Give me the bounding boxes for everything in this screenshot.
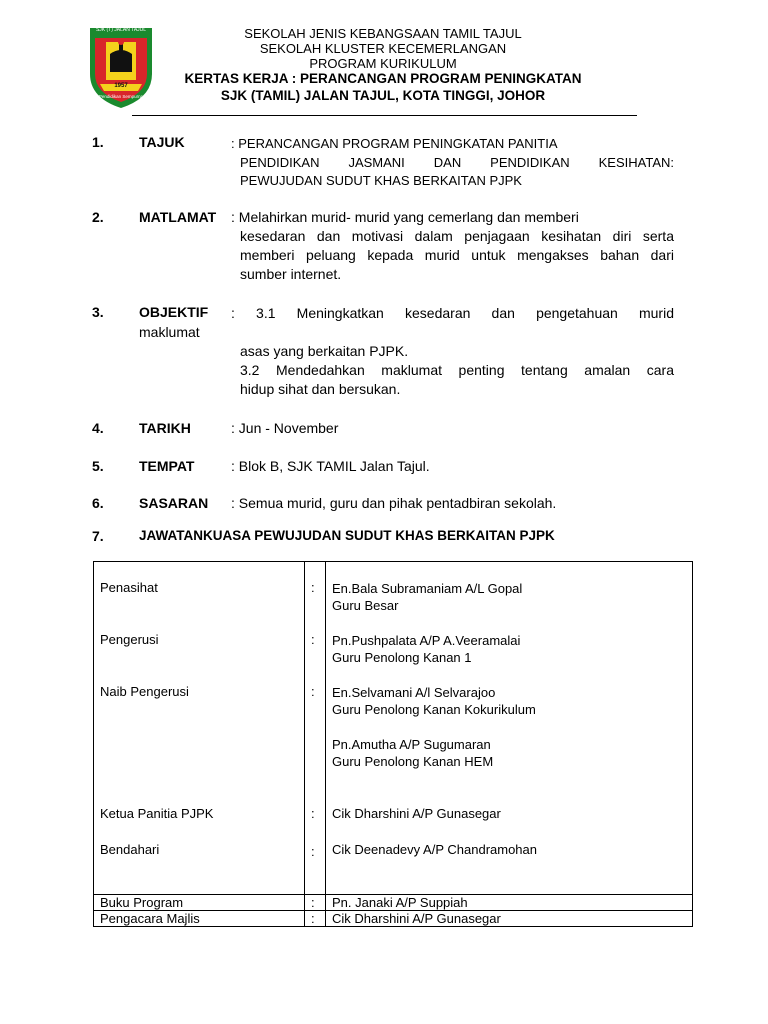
section-4-key: TARIKH [139, 420, 191, 436]
section-1-line: PENDIDIKAN JASMANI DAN PENDIDIKAN KESIHATAN: [240, 155, 674, 170]
header-title: KERTAS KERJA : PERANCANGAN PROGRAM PENINGKATAN [184, 71, 582, 86]
member-title: Guru Penolong Kanan 1 [332, 650, 472, 665]
table-row [94, 562, 693, 633]
role-label: Pengacara Majlis [100, 911, 200, 926]
table-row [94, 842, 693, 895]
section-2-line: kesedaran dan motivasi dalam penjagaan kesihatan diri serta [240, 228, 674, 244]
section-4-value: : Jun - November [231, 420, 339, 436]
section-3-line: 3.2 Mendedahkan maklumat penting tentang amalan cara [240, 362, 674, 378]
section-4-number: 4. [92, 420, 104, 436]
role-cell [94, 895, 305, 911]
role-cell [94, 632, 305, 684]
section-1-number: 1. [92, 134, 104, 150]
section-3-line: maklumat [139, 324, 200, 340]
section-3-line: asas yang berkaitan PJPK. [240, 343, 409, 359]
colon: : [311, 844, 315, 859]
name-cell [326, 842, 693, 895]
colon-cell [305, 632, 326, 684]
member-name: Cik Dharshini A/P Gunasegar [332, 806, 501, 821]
section-2-key: MATLAMAT [139, 209, 217, 225]
colon-cell [305, 895, 326, 911]
section-2-line: memberi peluang kepada murid untuk mengakses bahan dari [240, 247, 674, 263]
name-cell [326, 806, 693, 842]
colon: : [311, 580, 315, 595]
colon-cell [305, 562, 326, 633]
member-title: Guru Penolong Kanan Kokurikulum [332, 702, 536, 717]
colon: : [311, 806, 315, 821]
member-name: Pn. Janaki A/P Suppiah [332, 895, 468, 910]
member-name: En.Bala Subramaniam A/L Gopal [332, 581, 523, 596]
header-divider [132, 115, 637, 116]
committee-table [93, 561, 693, 927]
section-1-key: TAJUK [139, 134, 185, 150]
colon-cell [305, 911, 326, 927]
name-cell [326, 895, 693, 911]
colon-cell [305, 806, 326, 842]
role-label: Pengerusi [100, 632, 159, 647]
logo-year: 1957 [114, 83, 128, 89]
name-cell [326, 562, 693, 633]
colon-cell [305, 684, 326, 806]
member-name: Pn.Amutha A/P Sugumaran [332, 737, 491, 752]
section-1-line: : PERANCANGAN PROGRAM PENINGKATAN PANITIA [231, 136, 558, 151]
section-6-number: 6. [92, 495, 104, 511]
colon: : [311, 632, 315, 647]
section-3-key: OBJEKTIF [139, 304, 209, 320]
name-cell [326, 684, 693, 806]
logo-motto: Pendidikan Sempurna [98, 94, 144, 99]
colon: : [311, 911, 315, 926]
section-5-number: 5. [92, 458, 104, 474]
role-label: Bendahari [100, 842, 160, 857]
member-name: Cik Deenadevy A/P Chandramohan [332, 842, 537, 857]
role-label: Buku Program [100, 895, 184, 910]
role-cell [94, 562, 305, 633]
role-cell [94, 911, 305, 927]
role-label: Ketua Panitia PJPK [100, 806, 214, 821]
header-school-name: SEKOLAH JENIS KEBANGSAAN TAMIL TAJUL [244, 26, 522, 41]
table-row [94, 895, 693, 911]
member-name: Cik Dharshini A/P Gunasegar [332, 911, 501, 926]
member-title: Guru Penolong Kanan HEM [332, 754, 494, 769]
section-7-heading: JAWATANKUASA PEWUJUDAN SUDUT KHAS BERKAITAN PJPK [139, 528, 555, 543]
role-label: Naib Pengerusi [100, 684, 189, 699]
section-2-line: sumber internet. [240, 266, 342, 282]
section-3-line: hidup sihat dan bersukan. [240, 381, 401, 397]
section-2-line: : Melahirkan murid- murid yang cemerlang dan memberi [231, 209, 579, 225]
section-3-line: : 3.1 Meningkatkan kesedaran dan pengetahuan murid [231, 305, 674, 321]
logo-top-text: SJK (T) JALAN TAJUL [95, 27, 147, 33]
colon: : [311, 684, 315, 699]
section-7-number: 7. [92, 528, 104, 544]
section-5-value: : Blok B, SJK TAMIL Jalan Tajul. [231, 458, 430, 474]
section-2-number: 2. [92, 209, 104, 225]
name-cell [326, 632, 693, 684]
role-cell [94, 842, 305, 895]
table-row [94, 684, 693, 806]
header-address: SJK (TAMIL) JALAN TAJUL, KOTA TINGGI, JOHOR [220, 88, 546, 103]
colon: : [311, 895, 315, 910]
role-label: Penasihat [100, 580, 158, 595]
member-title: Guru Besar [332, 598, 399, 613]
member-name: En.Selvamani A/l Selvarajoo [332, 685, 496, 700]
name-cell [326, 911, 693, 927]
header-program: PROGRAM KURIKULUM [309, 56, 457, 71]
role-cell [94, 806, 305, 842]
section-5-key: TEMPAT [139, 458, 195, 474]
section-6-value: : Semua murid, guru dan pihak pentadbiran sekolah. [231, 495, 557, 511]
header-cluster: SEKOLAH KLUSTER KECEMERLANGAN [259, 41, 507, 56]
section-3-number: 3. [92, 304, 104, 320]
section-1-line: PEWUJUDAN SUDUT KHAS BERKAITAN PJPK [240, 173, 522, 188]
member-name: Pn.Pushpalata A/P A.Veeramalai [332, 633, 521, 648]
table-row [94, 632, 693, 684]
section-6-key: SASARAN [139, 495, 209, 511]
colon-cell [305, 842, 326, 895]
role-cell [94, 684, 305, 806]
table-row [94, 806, 693, 842]
table-row [94, 911, 693, 927]
